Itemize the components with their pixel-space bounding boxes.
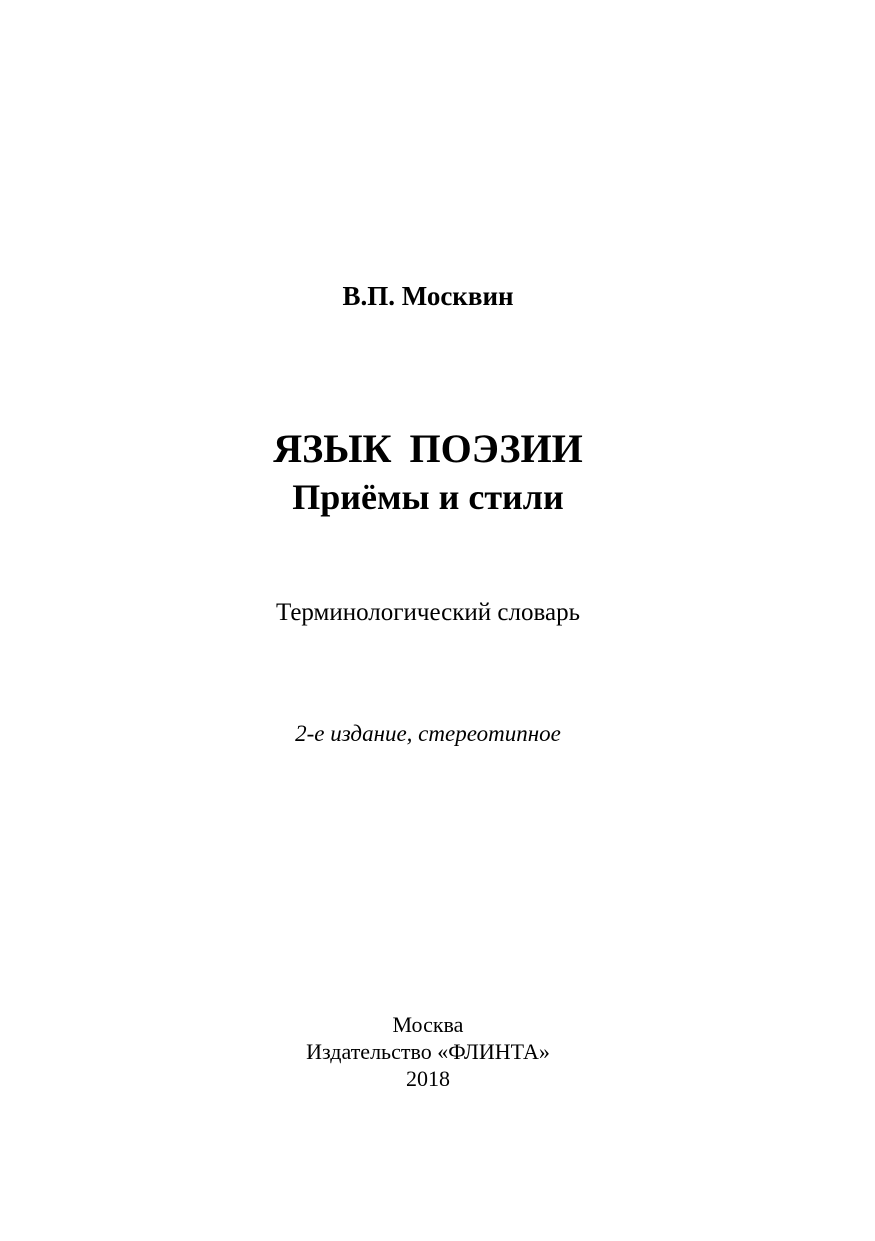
edition-note: 2-е издание, стереотипное	[295, 721, 561, 746]
imprint-year: 2018	[406, 1066, 450, 1091]
book-title: ЯЗЫК ПОЭЗИИ	[273, 426, 583, 471]
imprint-publisher: Издательство «ФЛИНТА»	[306, 1039, 550, 1064]
imprint-city: Москва	[392, 1012, 464, 1037]
author-name: В.П. Москвин	[342, 281, 514, 311]
book-title-secondary: Приёмы и стили	[292, 477, 564, 517]
book-subtitle: Терминологический словарь	[276, 599, 580, 626]
